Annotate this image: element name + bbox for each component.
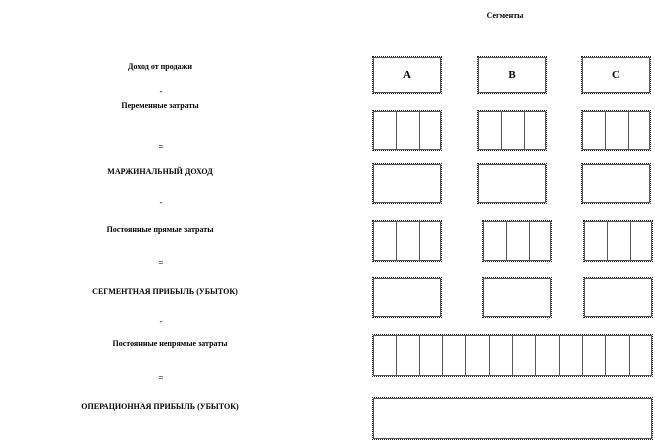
variable-costs-label: Переменные затраты [121, 101, 199, 110]
cell-divider [535, 335, 536, 376]
minus-sign-1: - [159, 86, 163, 96]
cell-divider [628, 111, 629, 150]
operating-profit-box [372, 397, 653, 440]
cell-divider [501, 111, 502, 150]
equals-sign-2: = [158, 258, 164, 268]
segment-b-box: B [477, 56, 547, 94]
cell-divider [524, 111, 525, 150]
cell-divider [419, 111, 420, 150]
margin-label: МАРЖИНАЛЬНЫЙ ДОХОД [107, 167, 213, 176]
cell-divider [506, 221, 507, 261]
revenue-label: Доход от продажи [128, 62, 192, 71]
cell-divider [396, 111, 397, 150]
margin-c-box [581, 163, 651, 204]
margin-a-box [372, 163, 442, 204]
cell-divider [629, 335, 630, 376]
direct-fixed-b-box [482, 220, 552, 262]
cell-divider [465, 335, 466, 376]
variable-costs-b-box [477, 110, 547, 151]
direct-fixed-costs-label: Постоянные прямые затраты [106, 225, 214, 234]
cell-divider [442, 335, 443, 376]
cell-divider [489, 335, 490, 376]
equals-sign-3: = [158, 373, 164, 383]
cell-divider [396, 335, 397, 376]
margin-b-box [477, 163, 547, 204]
cell-divider [630, 221, 631, 261]
minus-sign-2: - [159, 197, 163, 207]
direct-fixed-c-box [583, 220, 653, 262]
cell-divider [529, 221, 530, 261]
cell-divider [419, 335, 420, 376]
indirect-fixed-costs-box [372, 334, 653, 377]
direct-fixed-a-box [372, 220, 442, 262]
equals-sign-1: = [158, 142, 164, 152]
minus-sign-3: - [159, 316, 163, 326]
variable-costs-a-box [372, 110, 442, 151]
segment-profit-label: СЕГМЕНТНАЯ ПРИБЫЛЬ (УБЫТОК) [92, 287, 238, 296]
cell-divider [512, 335, 513, 376]
cell-divider [419, 221, 420, 261]
cell-divider [605, 111, 606, 150]
cell-divider [582, 335, 583, 376]
segments-header: Сегменты [486, 11, 524, 20]
variable-costs-c-box [581, 110, 651, 151]
cell-divider [559, 335, 560, 376]
segment-a-box: A [372, 56, 442, 94]
segment-profit-a-box [372, 277, 442, 318]
segment-profit-b-box [482, 277, 552, 318]
cell-divider [605, 335, 606, 376]
cell-divider [607, 221, 608, 261]
segment-c-box: C [581, 56, 651, 94]
cell-divider [396, 221, 397, 261]
segment-profit-c-box [583, 277, 653, 318]
indirect-fixed-costs-label: Постоянные непрямые затраты [112, 339, 228, 348]
operating-profit-label: ОПЕРАЦИОННАЯ ПРИБЫЛЬ (УБЫТОК) [81, 402, 239, 411]
